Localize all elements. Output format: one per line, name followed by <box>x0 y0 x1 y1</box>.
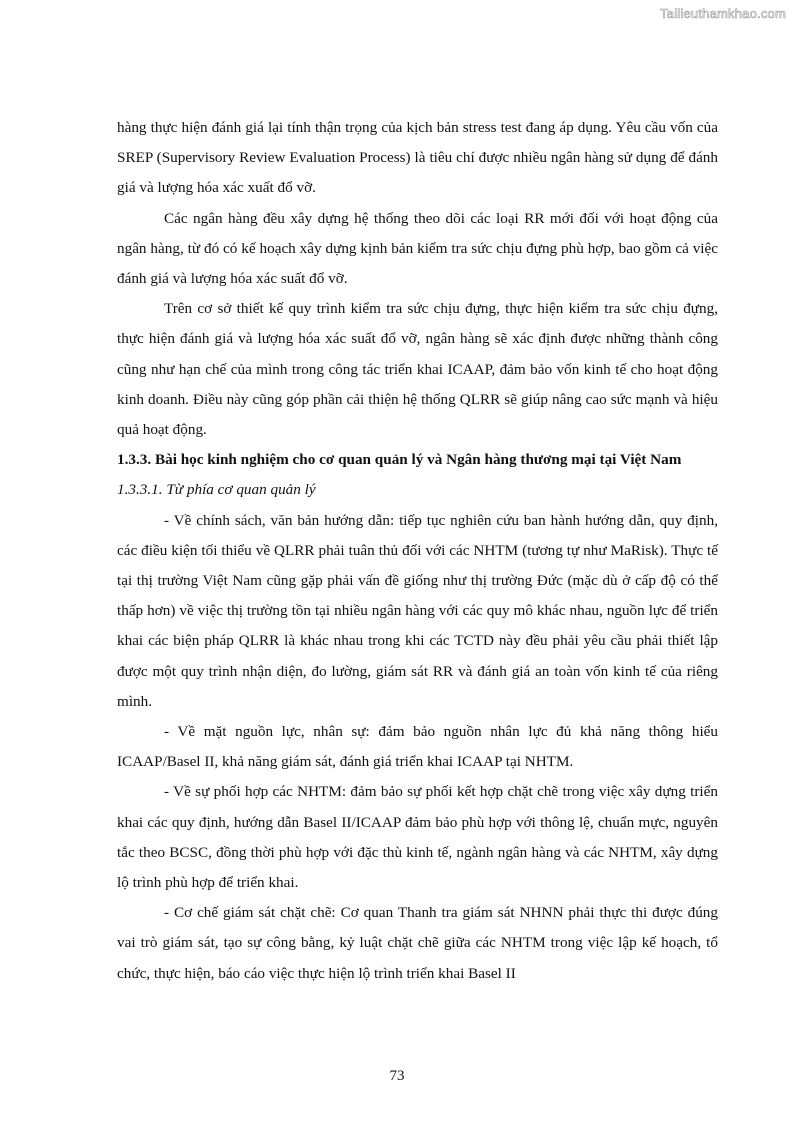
bullet-paragraph: - Về sự phối hợp các NHTM: đảm bảo sự phối kết hợp chặt chẽ trong việc xây dựng triển khai các quy định, hướng dẫn Basel II/ICAAP đảm bảo phù hợp với thông lệ, chuẩn mực, nguyên tắc theo BCSC, đồng thời phù hợp với đặc thù kinh tế, ngành ngân hàng và các NHTM, xây dựng lộ trình phù hợp để triển khai. <box>117 783 718 892</box>
page-number: 73 <box>389 1068 405 1084</box>
paragraph: Trên cơ sở thiết kế quy trình kiểm tra sức chịu đựng, thực hiện kiểm tra sức chịu đựng, thực hiện đánh giá và lượng hóa xác suất đổ vỡ, ngân hàng sẽ xác định được những thành công cũng như hạn chế của mình trong công tác triển khai ICAAP, đảm bảo vốn kinh tế cho hoạt động kinh doanh. Điều này cũng góp phần cải thiện hệ thống QLRR sẽ giúp nâng cao sức mạnh và hiệu quả hoạt động. <box>117 300 718 439</box>
paragraph-continuation: hàng thực hiện đánh giá lại tính thận trọng của kịch bản stress test đang áp dụng. Yêu cầu vốn của SREP (Supervisory Review Evaluation Process) là tiêu chí được nhiều ngân hàng sử dụng để đánh giá và lượng hóa xác xuất đổ vỡ. <box>117 119 718 197</box>
document-body <box>117 113 718 989</box>
bullet-paragraph: - Về mặt nguồn lực, nhân sự: đảm bảo nguồn nhân lực đủ khả năng thông hiểu ICAAP/Basel II, khả năng giám sát, đánh giá triển khai ICAAP tại NHTM. <box>117 723 718 771</box>
bullet-paragraph: - Cơ chế giám sát chặt chẽ: Cơ quan Thanh tra giám sát NHNN phải thực thi được đúng vai trò giám sát, tạo sự công bằng, kỷ luật chặt chẽ giữa các NHTM trong việc lập kế hoạch, tổ chức, thực hiện, báo cáo việc thực hiện lộ trình triển khai Basel II <box>117 904 718 982</box>
section-heading: 1.3.3. Bài học kinh nghiệm cho cơ quan quản lý và Ngân hàng thương mại tại Việt Nam <box>117 451 682 469</box>
subsection-heading: 1.3.3.1. Từ phía cơ quan quản lý <box>117 481 316 499</box>
paragraph: Các ngân hàng đều xây dựng hệ thống theo dõi các loại RR mới đối với hoạt động của ngân hàng, từ đó có kế hoạch xây dựng kịnh bản kiểm tra sức chịu đựng phù hợp, bao gồm cả việc đánh giá và lượng hóa xác suất đổ vỡ. <box>117 209 718 288</box>
watermark: Tailieuthamkhao.com <box>660 6 786 21</box>
bullet-paragraph: - Về chính sách, văn bản hướng dẫn: tiếp tục nghiên cứu ban hành hướng dẫn, quy định, các điều kiện tối thiểu về QLRR phải tuân thủ đối với các NHTM (tương tự như MaRisk). Thực tế tại thị trường Việt Nam cũng gặp phải vấn đề giống như thị trường Đức (mặc dù ở cấp độ có thể thấp hơn) về việc thị trường tồn tại nhiều ngân hàng với các quy mô khác nhau, nguồn lực để triển khai các biện pháp QLRR là khác nhau trong khi các TCTD này đều phải yêu cầu phải thiết lập được một quy trình nhận diện, đo lường, giám sát RR và đánh giá an toàn vốn kinh tế của riêng mình. <box>117 511 718 710</box>
